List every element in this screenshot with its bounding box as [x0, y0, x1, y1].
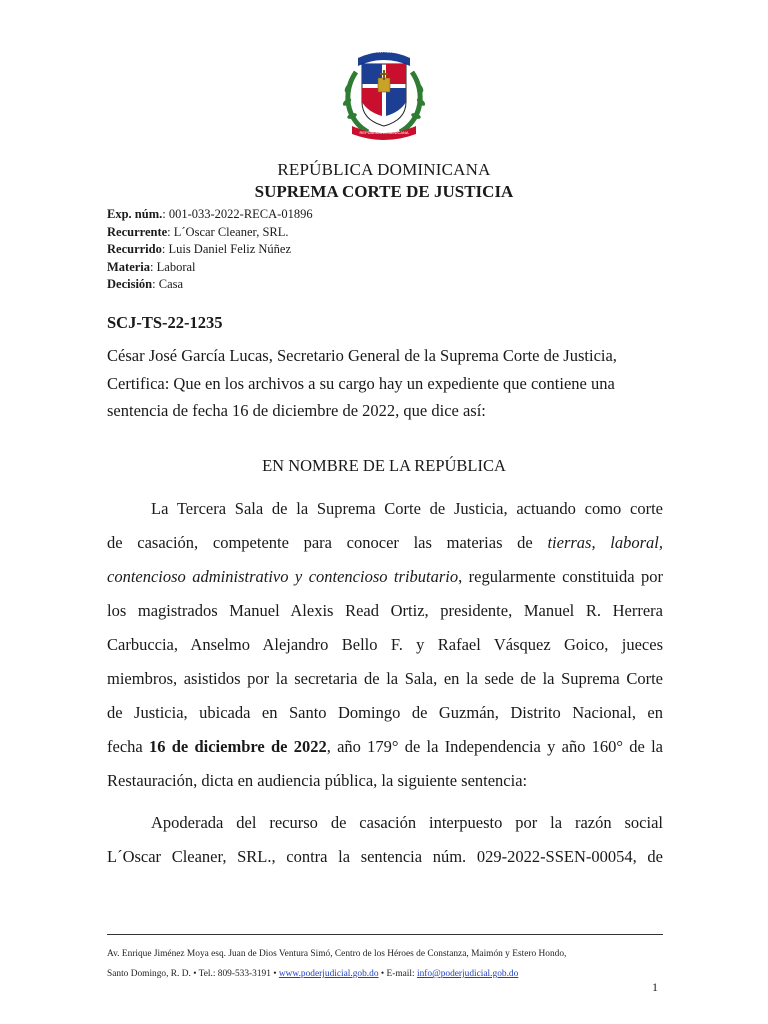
court-title: SUPREMA CORTE DE JUSTICIA	[254, 182, 514, 201]
text-line: Certifica: Que en los archivos a su cargo hay un expediente que contiene una	[107, 373, 615, 393]
text-line: contencioso administrativo y contencioso tributario, regularmente constituida por	[107, 567, 663, 586]
text-line: L´Oscar Cleaner, SRL., contra la sentencia núm. 029-2022-SSEN-00054, de	[107, 847, 663, 866]
text-line: miembros, asistidos por la secretaria de la Sala, en la sede de la Suprema Corte	[107, 669, 663, 688]
footer-contact: Santo Domingo, R. D. • Tel.: 809-533-3191 • www.poderjudicial.gob.do • E-mail: info@poderjudicial.gob.do	[107, 969, 519, 979]
appeal-paragraph	[107, 806, 663, 874]
text-line: los magistrados Manuel Alexis Read Ortiz, presidente, Manuel R. Herrera	[107, 601, 663, 620]
page-number: 1	[652, 980, 658, 994]
certification-paragraph	[107, 342, 663, 425]
email-link[interactable]: info@poderjudicial.gob.do	[416, 969, 519, 979]
sentence-reference: SCJ-TS-22-1235	[107, 313, 223, 332]
seal-ribbon-top: PATRIA	[374, 49, 394, 55]
footer-address: Av. Enrique Jiménez Moya esq. Juan de Dios Ventura Simó, Centro de los Héroes de Constanza, Maimón y Estero Hondo,	[107, 949, 567, 959]
footer-divider	[107, 934, 663, 935]
seal-ribbon-bottom: REPUBLICA DOMINICANA	[359, 130, 409, 135]
page-footer	[107, 944, 663, 984]
text-line: Carbuccia, Anselmo Alejandro Bello F. y Rafael Vásquez Goico, jueces	[107, 635, 663, 654]
meta-row-decision: Decisión: Casa	[107, 277, 184, 291]
meta-row-recurrido: Recurrido: Luis Daniel Feliz Núñez	[107, 242, 291, 256]
text-line: La Tercera Sala de la Suprema Corte de Justicia, actuando como corte	[151, 499, 663, 518]
in-the-name-heading: EN NOMBRE DE LA REPÚBLICA	[262, 456, 506, 475]
text-line: Apoderada del recurso de casación interpuesto por la razón social	[151, 813, 663, 832]
text-line: sentencia de fecha 16 de diciembre de 2022, que dice así:	[107, 401, 486, 420]
text-line: de casación, competente para conocer las materias de tierras, laboral,	[107, 533, 663, 552]
case-metadata	[107, 206, 313, 294]
meta-row-recurrente: Recurrente: L´Oscar Cleaner, SRL.	[107, 224, 289, 239]
meta-row-expediente: Exp. núm.: 001-033-2022-RECA-01896	[107, 207, 313, 221]
coat-of-arms-icon	[334, 42, 434, 142]
text-line: de Justicia, ubicada en Santo Domingo de Guzmán, Distrito Nacional, en	[107, 703, 663, 722]
meta-row-materia: Materia: Laboral	[107, 259, 196, 274]
text-line: Restauración, dicta en audiencia pública, la siguiente sentencia:	[107, 771, 528, 790]
text-line: César José García Lucas, Secretario General de la Suprema Corte de Justicia,	[107, 346, 617, 365]
text-line: fecha 16 de diciembre de 2022, año 179° de la Independencia y año 160° de la	[107, 737, 663, 756]
website-link[interactable]: www.poderjudicial.gob.do	[278, 969, 379, 979]
country-title: REPÚBLICA DOMINICANA	[277, 160, 491, 179]
court-composition-paragraph	[107, 492, 663, 798]
